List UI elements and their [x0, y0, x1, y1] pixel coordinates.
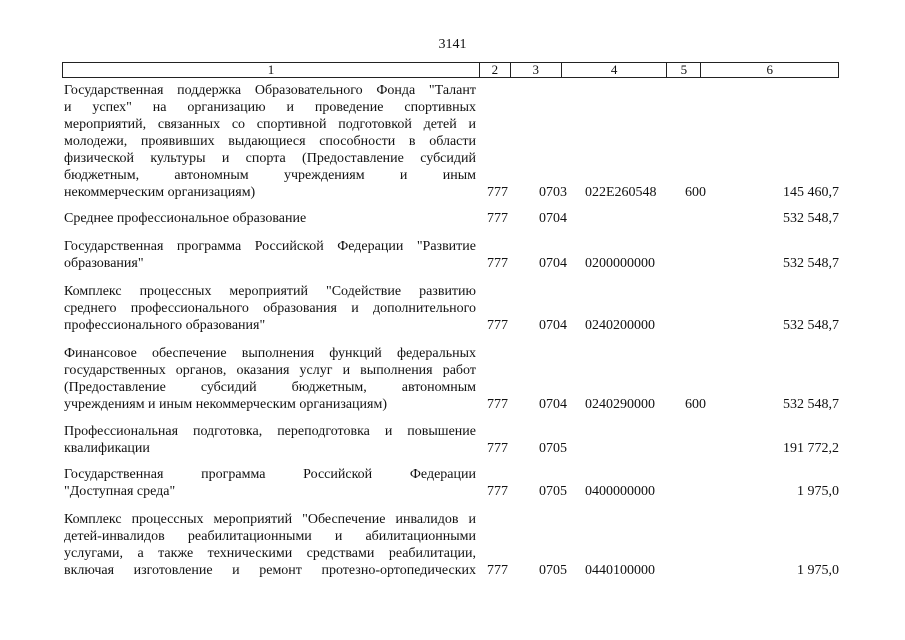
table-row	[62, 210, 839, 227]
row-gr: 777	[487, 563, 508, 578]
row-name	[64, 82, 476, 201]
row-sum: 532 548,7	[783, 256, 839, 271]
row-cs: 0200000000	[585, 256, 655, 271]
row-name-line: Государственная поддержка Образовательного Фонда "Талант	[64, 83, 476, 98]
table-row	[62, 511, 839, 579]
row-name	[64, 345, 476, 413]
row-name-line: детей-инвалидов реабилитационными и абилитационными	[64, 529, 476, 544]
row-gr: 777	[487, 256, 508, 271]
row-vr: 600	[685, 397, 706, 412]
table-row	[62, 283, 839, 334]
table-row	[62, 238, 839, 272]
header-col-3: 3	[511, 63, 562, 77]
row-name-line: среднего профессионального образования и дополнительного	[64, 301, 476, 316]
row-name	[64, 210, 476, 227]
row-name-line: "Доступная среда"	[64, 484, 176, 499]
row-name-line: учреждениям и иным некоммерческим организациям)	[64, 397, 388, 412]
row-name-line: физической культуры и спорта (Предоставление субсидий	[64, 151, 476, 166]
row-sum: 191 772,2	[783, 441, 839, 456]
row-name	[64, 283, 476, 334]
row-name-line: государственных органов, оказания услуг и выполнения работ	[64, 363, 476, 378]
table-header	[62, 62, 839, 78]
row-name-line: Комплекс процессных мероприятий "Содействие развитию	[64, 284, 476, 299]
row-rz: 0705	[539, 441, 567, 456]
row-gr: 777	[487, 441, 508, 456]
row-name-line: Среднее профессиональное образование	[64, 211, 307, 226]
row-sum: 532 548,7	[783, 211, 839, 226]
row-gr: 777	[487, 397, 508, 412]
row-name	[64, 423, 476, 457]
row-cs: 022E260548	[585, 185, 657, 200]
row-name	[64, 238, 476, 272]
table-row	[62, 423, 839, 457]
row-name-line: Комплекс процессных мероприятий "Обеспечение инвалидов и	[64, 512, 476, 527]
row-name-line: (Предоставление субсидий бюджетным, автономным	[64, 380, 476, 395]
row-gr: 777	[487, 484, 508, 499]
row-rz: 0705	[539, 563, 567, 578]
header-col-5: 5	[667, 63, 701, 77]
row-name-line: некоммерческим организациям)	[64, 185, 256, 200]
row-sum: 532 548,7	[783, 397, 839, 412]
header-col-4: 4	[562, 63, 668, 77]
row-name-line: Профессиональная подготовка, переподготовка и повышение	[64, 424, 476, 439]
row-name-line: образования"	[64, 256, 144, 271]
row-rz: 0704	[539, 211, 567, 226]
table-row	[62, 82, 839, 201]
row-sum: 532 548,7	[783, 318, 839, 333]
row-name-line: Государственная программа Российской Федерации	[64, 467, 476, 482]
row-cs: 0240200000	[585, 318, 655, 333]
row-name-line: квалификации	[64, 441, 150, 456]
row-name	[64, 511, 476, 579]
row-name-line: и успех" на организацию и проведение спортивных	[64, 100, 476, 115]
row-name-line: бюджетным, автономным учреждениям и иным	[64, 168, 476, 183]
row-name-line: мероприятий, связанных со спортивной подготовкой детей и	[64, 117, 476, 132]
row-cs: 0240290000	[585, 397, 655, 412]
row-name-line: включая изготовление и ремонт протезно-ортопедических	[64, 563, 476, 578]
row-name-line: услугами, а также техническими средствами реабилитации,	[64, 546, 476, 561]
table-row	[62, 466, 839, 500]
row-rz: 0703	[539, 185, 567, 200]
row-name	[64, 466, 476, 500]
row-rz: 0704	[539, 318, 567, 333]
row-rz: 0705	[539, 484, 567, 499]
header-col-2: 2	[480, 63, 511, 77]
row-gr: 777	[487, 211, 508, 226]
row-cs: 0400000000	[585, 484, 655, 499]
row-sum: 1 975,0	[797, 484, 839, 499]
row-vr: 600	[685, 185, 706, 200]
row-name-line: профессионального образования"	[64, 318, 266, 333]
header-col-6: 6	[766, 62, 773, 77]
row-name-line: молодежи, проявивших выдающиеся способности в области	[64, 134, 476, 149]
row-name-line: Финансовое обеспечение выполнения функций федеральных	[64, 346, 476, 361]
table-row	[62, 345, 839, 413]
row-name-line: Государственная программа Российской Федерации "Развитие	[64, 239, 476, 254]
row-gr: 777	[487, 185, 508, 200]
header-col-1: 1	[63, 63, 480, 77]
row-sum: 1 975,0	[797, 563, 839, 578]
row-rz: 0704	[539, 256, 567, 271]
row-gr: 777	[487, 318, 508, 333]
row-cs: 0440100000	[585, 563, 655, 578]
row-sum: 145 460,7	[783, 185, 839, 200]
row-rz: 0704	[539, 397, 567, 412]
page-number: 3141	[438, 37, 467, 52]
